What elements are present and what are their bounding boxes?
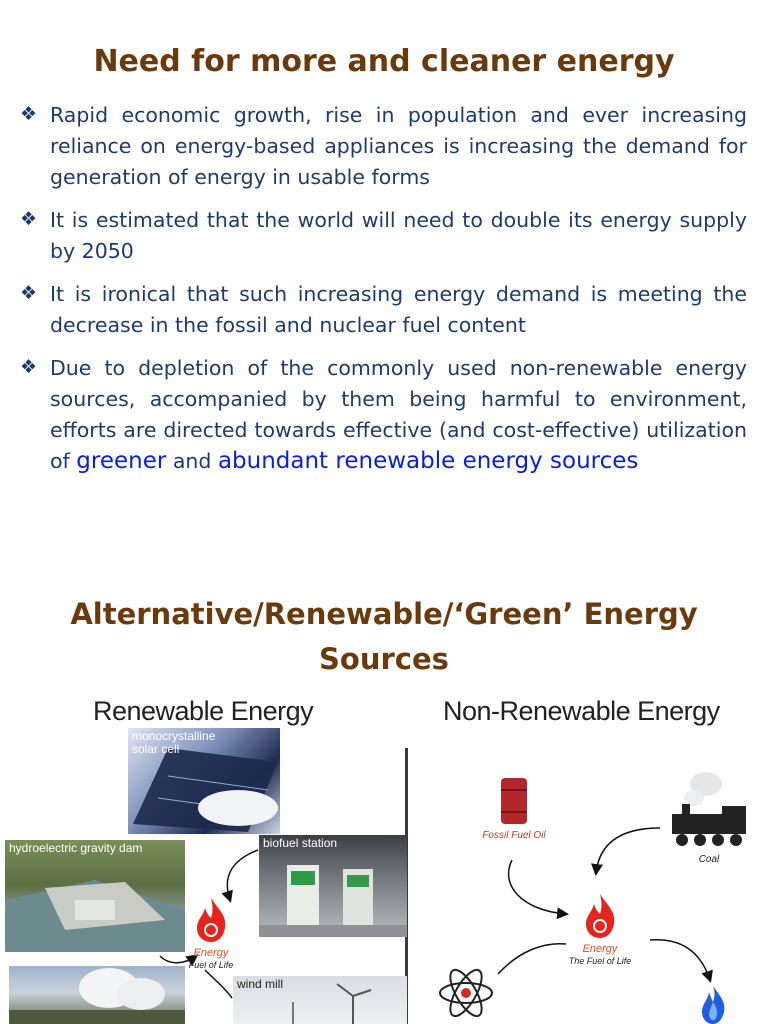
bullet-text: Rapid economic growth, rise in population and ever increasing reliance on energy-based appliances is increasing the demand for generation of energy in usable forms — [50, 103, 747, 189]
solar-cell-photo — [128, 728, 280, 834]
atom-icon — [436, 962, 496, 1024]
wind-caption: wind mill — [237, 977, 284, 991]
renewable-energy-header: Renewable Energy — [93, 696, 314, 726]
steam-illustration — [9, 966, 185, 1024]
diamond-bullet-icon: ❖ — [20, 103, 38, 125]
fuel-of-life-right: The Fuel of Life — [568, 956, 632, 966]
bullet-text: It is estimated that the world will need to double its energy supply by 2050 — [50, 208, 747, 263]
solar-caption: monocrystalline solar cell — [132, 729, 216, 756]
fuel-pump-illustration — [259, 835, 407, 937]
bullet-item — [20, 353, 747, 477]
bullet-text-connector: and — [166, 449, 218, 473]
energy-label-right: Energy — [582, 943, 618, 955]
bullet-item — [20, 279, 747, 341]
nonrenewable-energy-header: Non-Renewable Energy — [443, 696, 720, 726]
flame-icon — [580, 892, 620, 940]
section-title: Alternative/Renewable/‘Green’ Energy Sources — [70, 597, 698, 676]
coal — [664, 768, 754, 865]
energy-diagram — [0, 688, 768, 1024]
diamond-bullet-icon: ❖ — [20, 356, 38, 378]
diamond-bullet-icon: ❖ — [20, 208, 38, 230]
oil-barrel-icon — [499, 776, 529, 826]
dam-illustration — [5, 840, 185, 952]
hydro-caption: hydroelectric gravity dam — [9, 841, 143, 855]
page-title: Need for more and cleaner energy — [93, 44, 675, 79]
bullet-item — [20, 205, 747, 267]
diamond-bullet-icon: ❖ — [20, 282, 38, 304]
fossil-fuel-oil — [474, 776, 554, 841]
highlight-greener: greener — [76, 448, 167, 474]
biofuel-caption: biofuel station — [263, 836, 338, 850]
steam-train-icon — [666, 768, 752, 858]
bullet-text: It is ironical that such increasing energy demand is meeting the decrease in the fossil and nuclear fuel content — [50, 282, 747, 337]
biofuel-station-photo — [259, 835, 407, 937]
flame-icon — [191, 896, 231, 944]
gas-flame-icon — [696, 984, 730, 1024]
fuel-of-life-left: Fuel of Life — [188, 960, 234, 970]
hydroelectric-dam-photo — [5, 840, 185, 952]
energy-label-left: Energy — [193, 947, 229, 959]
bullet-item — [20, 100, 747, 193]
coal-label: Coal — [698, 854, 720, 865]
bullet-list — [20, 100, 747, 489]
energy-flame-left — [186, 896, 236, 976]
wind-mill-photo — [233, 976, 407, 1024]
highlight-renewable-sources: abundant renewable energy sources — [217, 448, 639, 474]
fossil-fuel-oil-label: Fossil Fuel Oil — [482, 830, 546, 841]
energy-flame-right — [560, 892, 640, 967]
bullet-text: Due to depletion of the commonly used non-renewable energy sources, accompanied by them being harmful to environment, efforts are directed towards effective (and cost-effective) utilization of — [50, 356, 747, 473]
power-plant-photo — [9, 966, 185, 1024]
